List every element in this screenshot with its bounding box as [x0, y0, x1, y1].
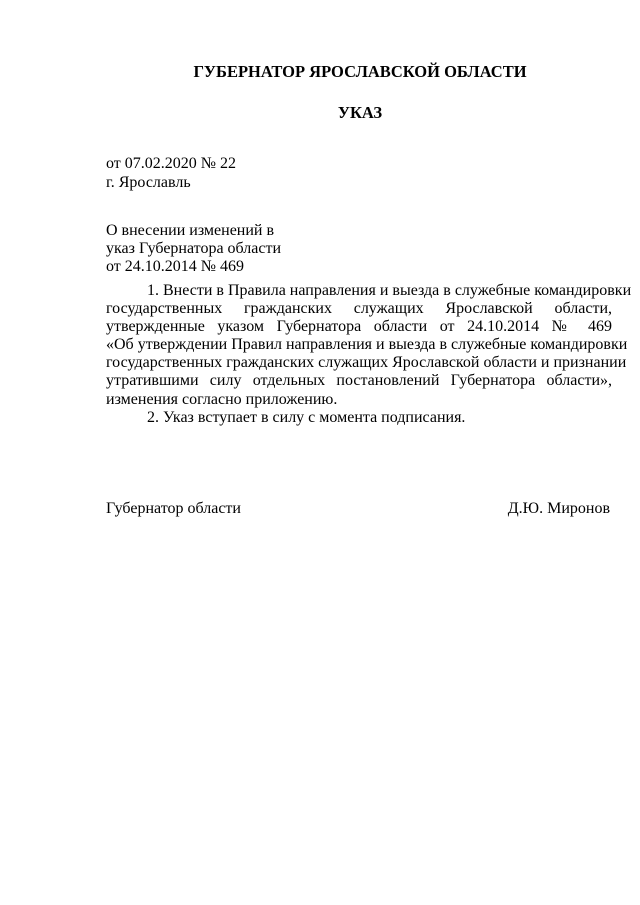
body-line: изменения согласно приложению. — [106, 390, 338, 408]
body-line: государственных гражданских служащих Ярославской области, — [106, 300, 612, 318]
authority-heading: ГУБЕРНАТОР ЯРОСЛАВСКОЙ ОБЛАСТИ — [193, 62, 527, 81]
date-number: от 07.02.2020 № 22 — [106, 155, 237, 172]
body-text — [106, 282, 632, 427]
body-line: «Об утверждении Правил направления и выезда в служебные командировки — [106, 336, 628, 354]
subject-line: указ Губернатора области — [106, 240, 282, 257]
body-line: утратившими силу отдельных постановлений Губернатора области», — [106, 372, 612, 390]
body-line: 1. Внести в Правила направления и выезда в служебные командировки — [147, 282, 632, 299]
city: г. Ярославль — [106, 174, 191, 191]
body-line: утвержденные указом Губернатора области от 24.10.2014 № 469 — [106, 318, 612, 336]
subject-line: от 24.10.2014 № 469 — [106, 258, 245, 275]
body-line: государственных гражданских служащих Ярославской области и признании — [106, 354, 627, 372]
signature-position: Губернатор области — [106, 500, 241, 517]
item-2: 2. Указ вступает в силу с момента подписания. — [147, 408, 466, 426]
subject-line: О внесении изменений в — [106, 222, 275, 239]
document-type-heading: УКАЗ — [337, 103, 383, 122]
signature-name: Д.Ю. Миронов — [507, 500, 610, 517]
